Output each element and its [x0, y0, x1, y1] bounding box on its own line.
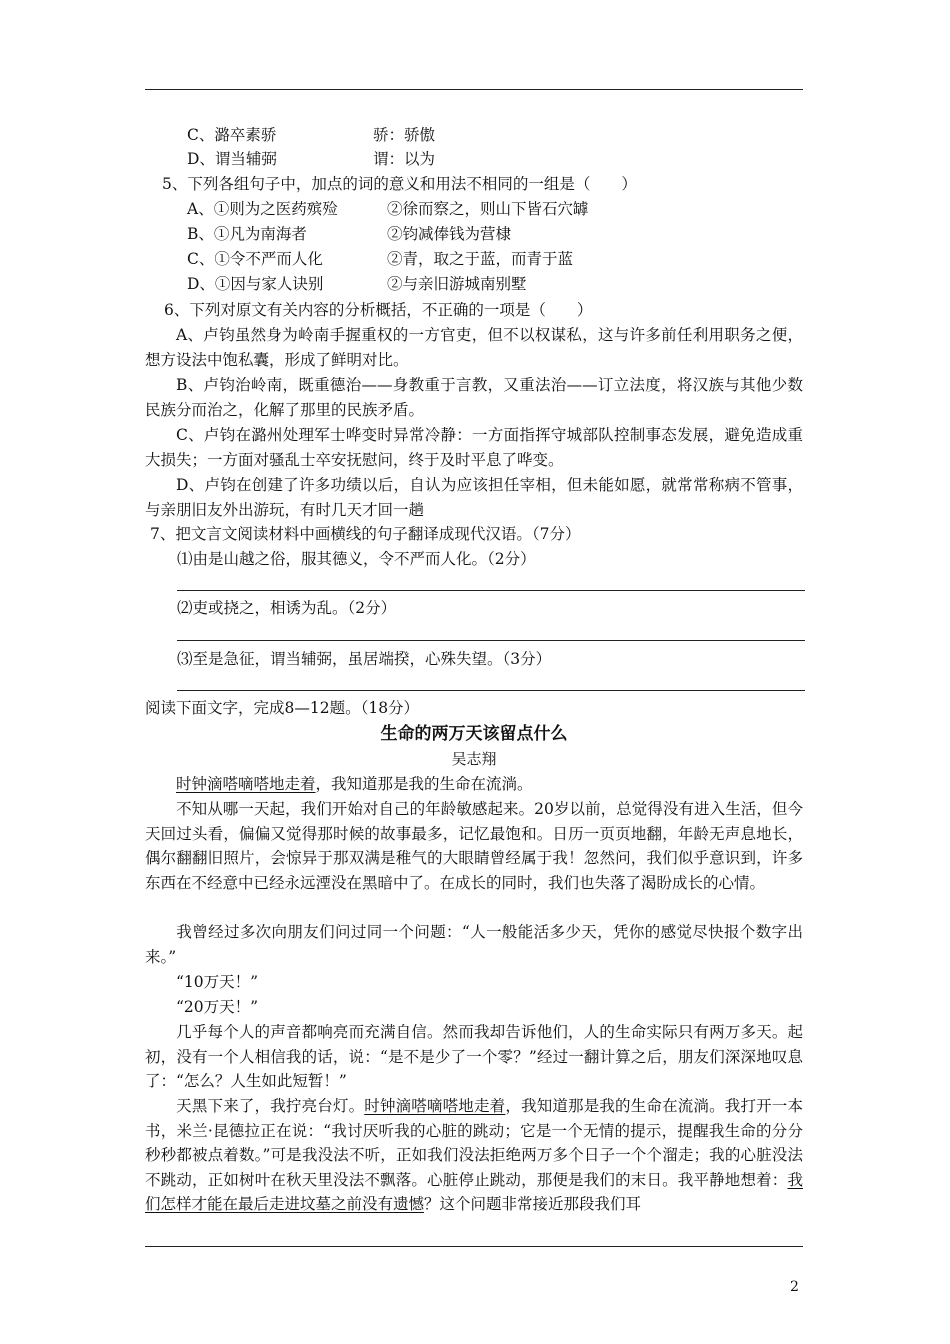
page-number: 2	[790, 1279, 799, 1295]
reading-intro: 阅读下面文字，完成8—12题。（18分）	[145, 699, 420, 717]
q5-stem: 5、下列各组句子中，加点的词的意义和用法不相同的一组是（ ）	[162, 175, 637, 193]
q7-answer-line-3[interactable]	[177, 690, 805, 691]
q5-option-a-2: ②徐而察之，则山下皆石穴罅	[387, 200, 589, 218]
passage-paragraph-5: “20万天！”	[176, 998, 259, 1016]
footer-rule	[145, 1246, 803, 1247]
q7-stem: 7、把文言文阅读材料中画横线的句子翻译成现代汉语。（7分）	[150, 525, 581, 543]
q5-option-b-1: B、①凡为南海者	[187, 225, 307, 243]
passage-paragraph-6: 几乎每个人的声音都响亮而充满自信。然而我却告诉他们，人的生命实际只有两万多天。起初，没有一个人相信我的话，说：“是不是少了一个零？”经过一翻计算之后，朋友们深深地叹息了：“怎么？人生如此短暂！”	[145, 1023, 803, 1090]
q5-option-a-1: A、①则为之医药殡殓	[187, 200, 338, 218]
q7-item-1: ⑴由是山越之俗，服其德义，令不严而人化。（2分）	[177, 550, 536, 568]
q7-item-3: ⑶至是急征，谓当辅弼，虽居端揆，心殊失望。（3分）	[177, 650, 552, 668]
underlined-sentence: 时钟滴嗒嘀嗒地走着	[176, 775, 316, 793]
q6-option-d: D、卢钧在创建了许多功绩以后，自认为应该担任宰相，但未能如愿，就常常称病不管事，与亲朋旧友外出游玩，有时几天才回一趟	[145, 476, 803, 519]
q4-option-d: D、谓当辅弼	[187, 150, 277, 168]
passage-paragraph-4: “10万天！”	[176, 973, 259, 991]
q5-option-d-1: D、①因与家人诀别	[187, 275, 324, 293]
q5-option-c-2: ②青，取之于蓝，而青于蓝	[387, 250, 574, 268]
passage-paragraph-7: 天黑下来了，我拧亮台灯。时钟滴嗒嘀嗒地走着，我知道那是我的生命在流淌。我打开一本书，米兰·昆德拉正在说：“我讨厌听我的心脏的跳动；它是一个无情的提示，提醒我生命的分分秒秒都被点着数。”可是我没法不听，正如我们没法拒绝两万多个日子一个个溜走；我的心脏没法不跳动，正如树叶在秋天里没法不飘落。心脏停止跳动，那便是我们的末日。我平静地想着：我们怎样才能在最后走进坟墓之前没有遗憾？这个问题非常接近那段我们耳	[145, 1097, 803, 1213]
passage-title: 生命的两万天该留点什么	[380, 724, 568, 744]
q6-option-a: A、卢钧虽然身为岭南手握重权的一方官吏，但不以权谋私，这与许多前任利用职务之便，想方设法中饱私囊，形成了鲜明对比。	[145, 326, 803, 369]
q6-stem: 6、下列对原文有关内容的分析概括，不正确的一项是（ ）	[164, 301, 593, 319]
underlined-question: 我们怎样才能在最后走进坟墓之前没有遗憾	[145, 1170, 803, 1213]
header-rule	[145, 89, 803, 90]
passage-paragraph-3: 我曾经过多次向朋友们问过同一个问题：“人一般能活多少天，凭你的感觉尽快报个数字出来。”	[145, 923, 803, 966]
q4-option-c: C、潞卒素骄	[187, 126, 277, 144]
q5-option-d-2: ②与亲旧游城南别墅	[387, 275, 527, 293]
passage-paragraph-1: 时钟滴嗒嘀嗒地走着，我知道那是我的生命在流淌。	[176, 775, 533, 793]
q4-option-d-gloss: 谓：以为	[373, 150, 436, 168]
q6-option-c: C、卢钧在潞州处理军士哗变时异常冷静：一方面指挥守城部队控制事态发展，避免造成重大损失；一方面对骚乱士卒安抚慰问，终于及时平息了哗变。	[145, 426, 803, 469]
passage-author: 吴志翔	[451, 750, 497, 768]
q7-item-2: ⑵吏或挠之，相诱为乱。（2分）	[177, 599, 397, 617]
passage-paragraph-2: 不知从哪一天起，我们开始对自己的年龄敏感起来。20岁以前，总觉得没有进入生活，但今天回过头看，偏偏又觉得那时候的故事最多，记忆最饱和。日历一页页地翻，年龄无声息地长，偶尔翻翻旧照片，会惊异于那双满是稚气的大眼睛曾经属于我！忽然问，我们似乎意识到，许多东西在不经意中已经永远湮没在黑暗中了。在成长的同时，我们也失落了渴盼成长的心情。	[145, 800, 803, 892]
q7-answer-line-2[interactable]	[177, 640, 805, 641]
underlined-sentence: 时钟滴嗒嘀嗒地走着	[364, 1097, 506, 1115]
q4-option-c-gloss: 骄：骄傲	[373, 126, 436, 144]
q7-answer-line-1[interactable]	[177, 590, 805, 591]
q5-option-b-2: ②钧减俸钱为营棣	[387, 225, 512, 243]
q6-option-b: B、卢钧治岭南，既重德治——身教重于言教，又重法治——订立法度，将汉族与其他少数民族分而治之，化解了那里的民族矛盾。	[145, 376, 803, 419]
q5-option-c-1: C、①令不严而人化	[187, 250, 323, 268]
